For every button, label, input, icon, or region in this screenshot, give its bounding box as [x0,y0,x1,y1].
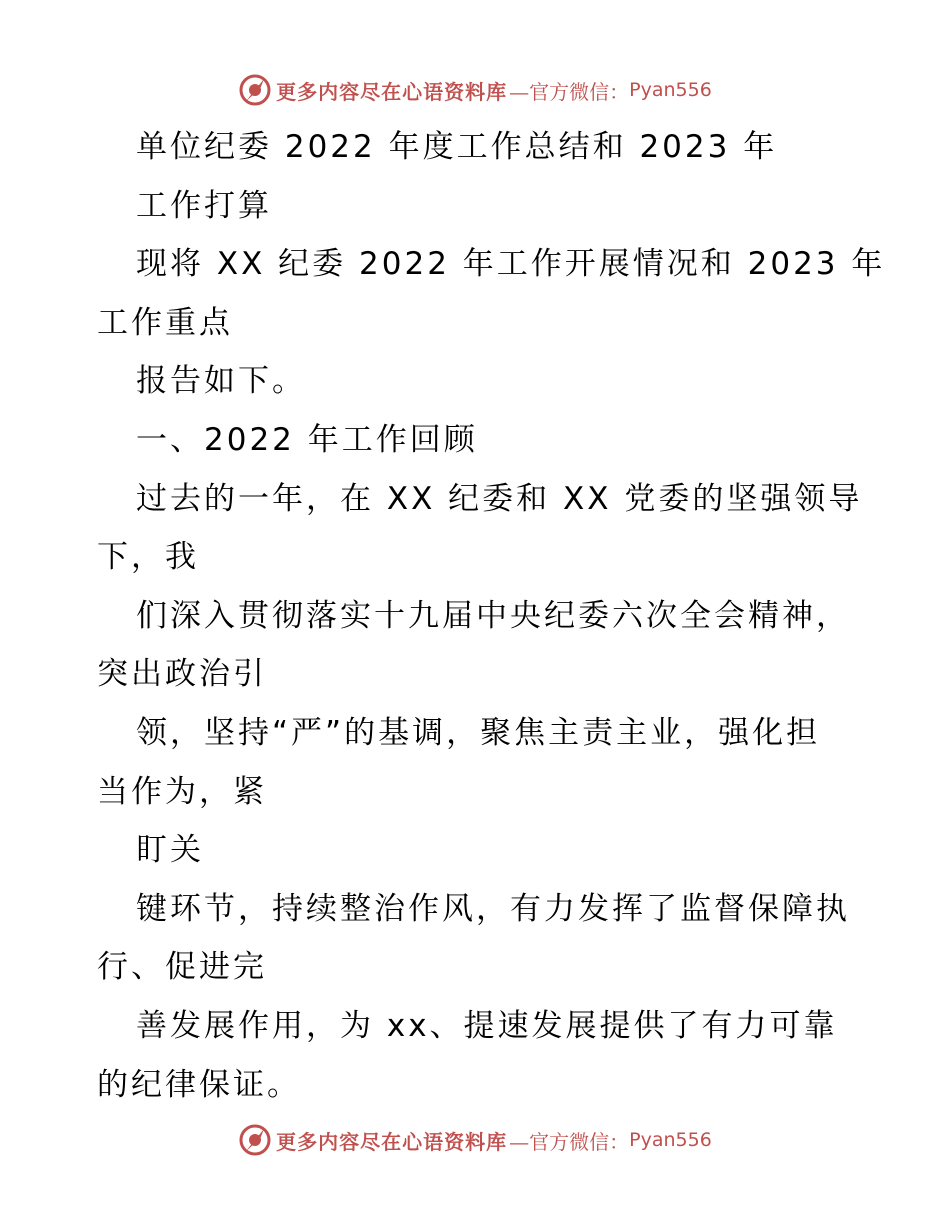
document-body [97,118,886,1114]
section-heading: 一、2022 年工作回顾 [136,421,478,458]
paragraph-line: 们深入贯彻落实十九届中央纪委六次全会精神， [136,597,850,634]
watermark-official-text: —官方微信： [509,79,630,104]
paragraph-line: 的纪律保证。 [97,1066,301,1103]
paragraph-line: 现将 XX 纪委 2022 年工作开展情况和 2023 年 [136,246,886,283]
paragraph-line: 下，我 [97,539,199,576]
paragraph-line: 善发展作用，为 xx、提速发展提供了有力可靠 [136,1007,838,1044]
paragraph-line: 当作为，紧 [97,773,267,810]
watermark-site-text: 更多内容尽在心语资料库 [276,1129,508,1154]
quill-logo-icon [238,1123,272,1157]
paragraph-line: 领，坚持“严”的基调，聚焦主责主业，强化担 [136,714,821,751]
paragraph-line: 行、促进完 [97,949,267,986]
paragraph-line: 工作重点 [97,304,233,341]
quill-logo-icon [238,73,272,107]
watermark-account-id: Pyan556 [629,1129,712,1151]
paragraph-line: 盯关 [136,832,204,869]
title-line-2: 工作打算 [136,187,272,224]
paragraph-line: 突出政治引 [97,656,267,693]
watermark-official-text: —官方微信： [509,1129,630,1154]
paragraph-line: 报告如下。 [136,363,306,400]
title-line-1: 单位纪委 2022 年度工作总结和 2023 年 [136,129,778,165]
watermark-header [0,70,950,110]
paragraph-line: 过去的一年，在 XX 纪委和 XX 党委的坚强领导 [136,480,863,517]
watermark-site-text: 更多内容尽在心语资料库 [276,79,508,104]
paragraph-line: 键环节，持续整治作风，有力发挥了监督保障执 [136,890,850,927]
watermark-account-id: Pyan556 [629,79,712,101]
watermark-footer [0,1120,950,1160]
